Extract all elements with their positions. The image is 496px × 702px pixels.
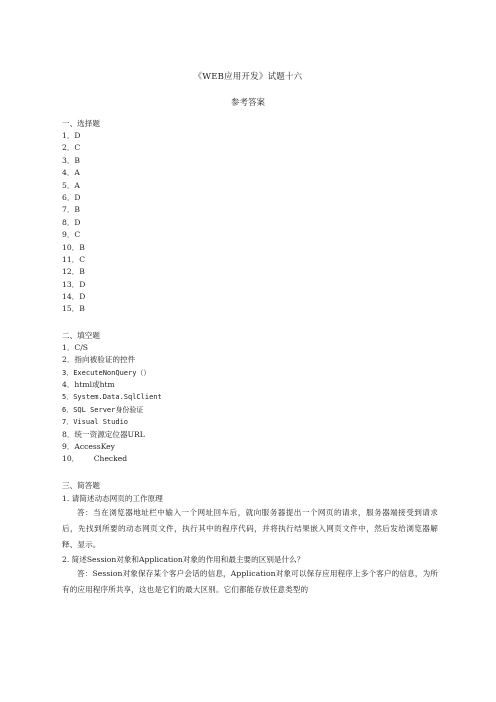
choice-answer: 13．D <box>62 279 86 289</box>
fill-answer: 9．AccessKey <box>62 441 115 451</box>
choice-answer: 12．B <box>62 267 85 277</box>
fill-answer: 3．ExecuteNonQuery（） <box>62 368 151 377</box>
choice-answer: 3．B <box>62 155 81 165</box>
fill-answer: 8．统一资源定位器URL <box>62 429 145 439</box>
fill-answer-list <box>62 342 438 466</box>
choice-answer: 7．B <box>62 205 81 215</box>
fill-answer: 6．SQL Server身份验证 <box>62 405 144 414</box>
question-1: 1. 请简述动态网页的工作原理 <box>62 493 163 503</box>
choice-answer: 14．D <box>62 292 86 302</box>
choice-answer: 11．C <box>62 254 86 264</box>
fill-answer: 1．C/S <box>62 342 88 352</box>
section-title-short: 三、简答题 <box>62 480 100 490</box>
fill-answer: 2．指向被验证的控件 <box>62 355 136 365</box>
choice-answer: 6．D <box>62 192 81 202</box>
choice-answer-list <box>62 130 438 316</box>
fill-answer: 7．Visual Studio <box>62 418 129 427</box>
section-title-fill: 二、填空题 <box>62 330 100 340</box>
choice-answer: 9．C <box>62 230 81 240</box>
fill-answer: 10． Checked <box>62 454 128 464</box>
question-2: 2. 简述Session对象和Application对象的作用和最主要的区别是什么？ <box>62 554 305 564</box>
fill-answer: 4．html或htm <box>62 380 115 390</box>
choice-answer: 2．C <box>62 143 81 153</box>
section-title-choice: 一、选择题 <box>62 119 100 128</box>
choice-answer: 1．D <box>62 131 81 140</box>
choice-answer: 15．B <box>62 304 85 314</box>
section-spacer <box>62 466 438 479</box>
section-spacer <box>62 316 438 329</box>
answer-2: 答：Session对象保存某个客户会话的信息，Application对象可以保存应用程序上多个客户的信息，为所有的应用程序所共享，这也是它们的最大区别。它们都能存放任意类型的 <box>62 568 438 594</box>
choice-answer: 10．B <box>62 242 85 252</box>
fill-answer: 5．System.Data.SqlClient <box>62 393 162 402</box>
document-title: 《WEB应用开发》试题十六 <box>193 72 303 82</box>
choice-answer: 4．A <box>62 168 80 178</box>
choice-answer: 5．A <box>62 180 80 190</box>
document-subtitle: 参考答案 <box>230 98 265 108</box>
answer-1: 答：当在浏览器地址栏中输入一个网址回车后，就向服务器提出一个网页的请求，服务器端接受到请求后，先找到所要的动态网页文件，执行其中的程序代码，并将执行结果嵌入网页文件中，然后发给浏览器解释、显示。 <box>62 507 438 549</box>
document-body <box>62 117 438 598</box>
choice-answer: 8．D <box>62 217 81 227</box>
